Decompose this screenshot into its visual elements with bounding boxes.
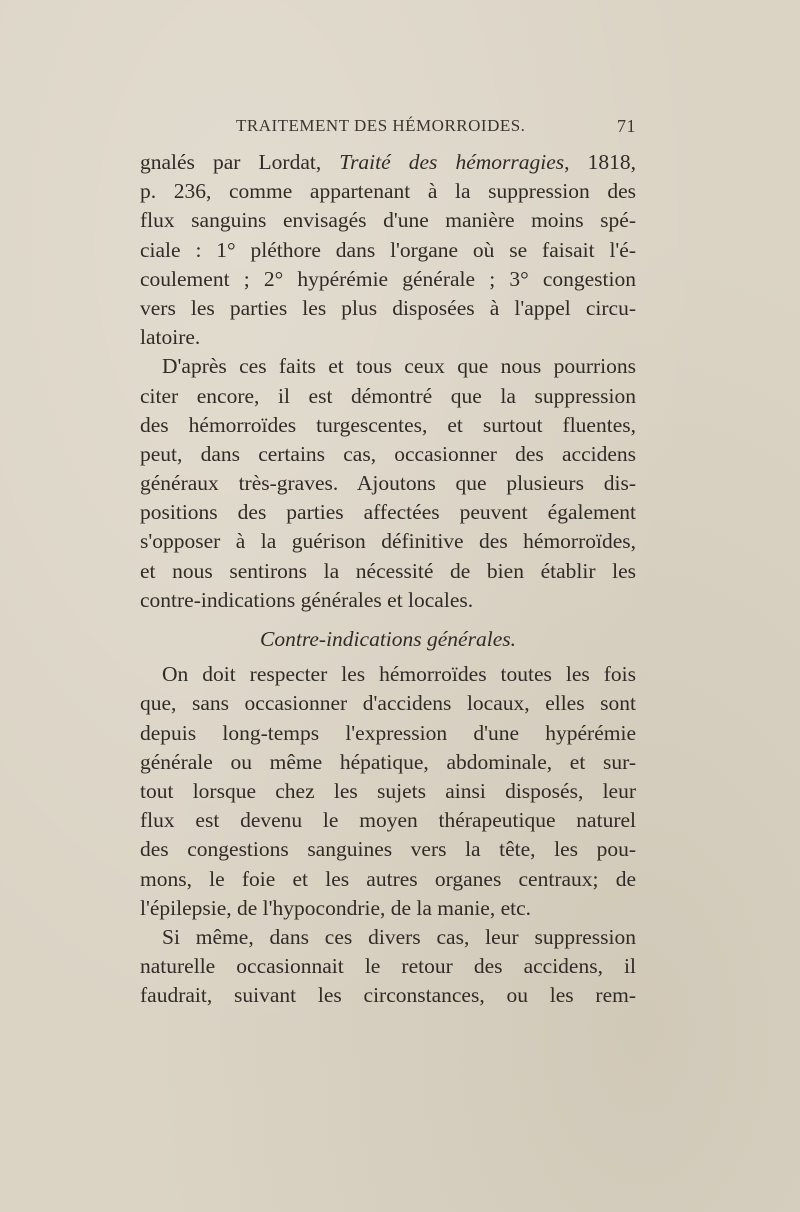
text-line: depuis long-temps l'expression d'une hypérémie [140, 720, 636, 745]
text-line: peut, dans certains cas, occasionner des accidens [140, 441, 636, 466]
text-line: positions des parties affectées peuvent également [140, 500, 636, 525]
text-line: ciale : 1° pléthore dans l'organe où se faisait l'é- [140, 237, 636, 262]
text-line: des congestions sanguines vers la tête, les pou- [140, 837, 636, 862]
text-line: p. 236, comme appartenant à la suppression des [140, 179, 636, 204]
paragraph [140, 148, 636, 352]
text-line: gnalés par Lordat, Traité des hémorragies, 1818, [140, 150, 636, 174]
text-line: latoire. [140, 325, 201, 350]
text-line: vers les parties les plus disposées à l'appel circu- [140, 295, 636, 320]
text-line: citer encore, il est démontré que la suppression [140, 383, 636, 408]
text-line: que, sans occasionner d'accidens locaux, elles sont [140, 691, 636, 716]
paragraph [140, 352, 636, 615]
section-heading: Contre-indications générales. [260, 627, 516, 651]
text-line: et nous sentirons la nécessité de bien établir les [140, 558, 636, 583]
body-text [140, 148, 636, 1010]
text-line: flux est devenu le moyen thérapeutique naturel [140, 808, 636, 833]
paragraph [140, 923, 636, 1011]
text-line: Si même, dans ces divers cas, leur suppression [162, 924, 636, 949]
text-line: générale ou même hépatique, abdominale, et sur- [140, 749, 636, 774]
text-line: l'épilepsie, de l'hypocondrie, de la manie, etc. [140, 895, 532, 920]
paragraph [140, 660, 636, 923]
running-head [236, 116, 636, 140]
text-line: On doit respecter les hémorroïdes toutes les fois [162, 662, 636, 687]
text-line: s'opposer à la guérison définitive des hémorroïdes, [140, 529, 636, 554]
running-head-title: TRAITEMENT DES HÉMORROIDES. [236, 116, 526, 135]
text-line: contre-indications générales et locales. [140, 587, 474, 612]
text-line: tout lorsque chez les sujets ainsi disposés, leur [140, 778, 636, 803]
text-line: coulement ; 2° hypérémie générale ; 3° congestion [140, 266, 636, 291]
text-line: des hémorroïdes turgescentes, et surtout fluentes, [140, 412, 636, 437]
text-line: mons, le foie et les autres organes centraux; de [140, 866, 636, 891]
text-line: flux sanguins envisagés d'une manière moins spé- [140, 208, 636, 233]
text-line: généraux très-graves. Ajoutons que plusieurs dis- [140, 471, 636, 496]
text-line: D'après ces faits et tous ceux que nous pourrions [162, 354, 636, 379]
cited-title: Traité des hémorragies [339, 150, 565, 174]
text-line: naturelle occasionnait le retour des accidens, il [140, 954, 636, 979]
page-number: 71 [617, 116, 636, 136]
text-line: faudrait, suivant les circonstances, ou les rem- [140, 983, 636, 1008]
